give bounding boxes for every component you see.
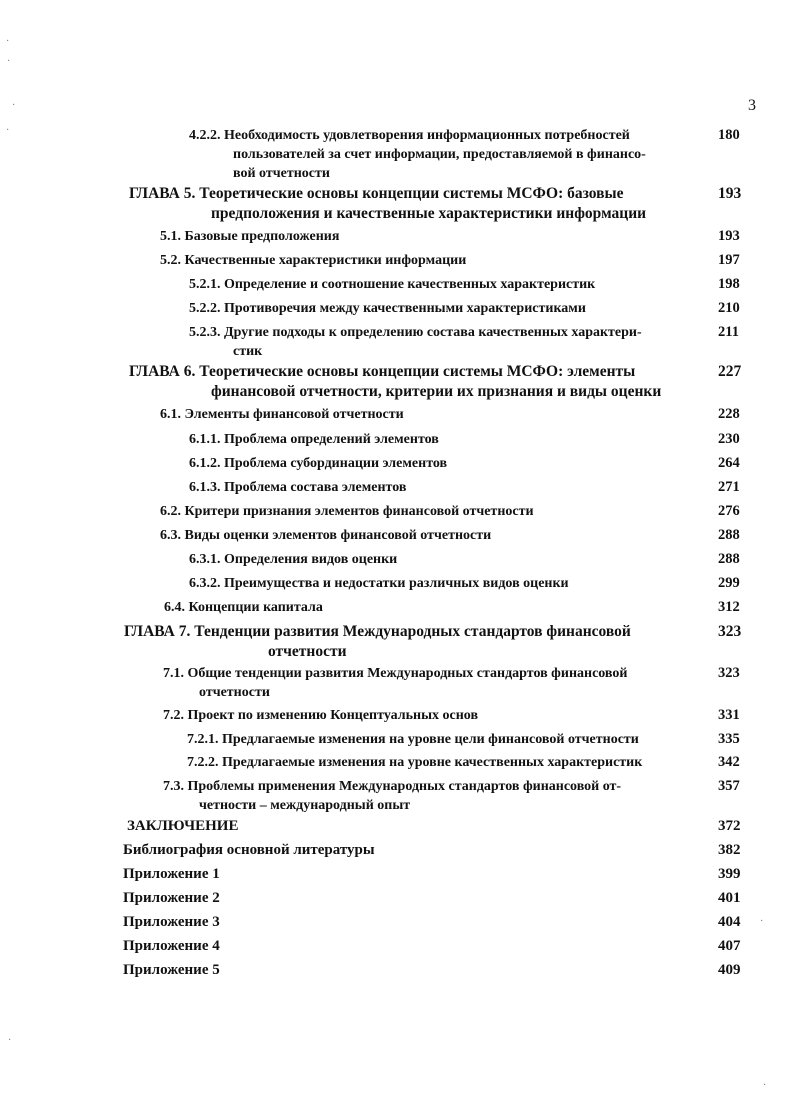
toc-conclusion[interactable] — [127, 817, 750, 836]
toc-appendix-3[interactable] — [123, 913, 750, 932]
toc-entry-5-2-1[interactable] — [189, 275, 749, 294]
toc-entry-6-3[interactable] — [160, 526, 750, 545]
entry-title: Библиография основной литературы — [123, 842, 375, 858]
entry-page: 382 — [718, 842, 741, 858]
entry-page: 335 — [718, 731, 740, 747]
entry-page: 193 — [718, 228, 740, 244]
entry-title: ЗАКЛЮЧЕНИЕ — [127, 818, 239, 834]
toc-entry-6-3-2[interactable] — [189, 574, 749, 593]
entry-title-cont: предположения и качественные характеристики информации — [211, 205, 647, 222]
toc-bibliography[interactable] — [123, 841, 750, 860]
entry-page: 227 — [718, 363, 742, 380]
entry-page: 399 — [718, 866, 741, 882]
entry-page: 299 — [718, 575, 740, 591]
toc-chapter-6[interactable] — [129, 362, 749, 402]
entry-page: 342 — [718, 754, 740, 770]
entry-title: ГЛАВА 7. Тенденции развития Международных стандартов финансовой — [124, 623, 631, 640]
entry-title: 6.2. Критери признания элементов финансовой отчетности — [160, 504, 534, 519]
entry-title: Приложение 1 — [123, 866, 220, 882]
entry-title: ГЛАВА 5. Теоретические основы концепции системы МСФО: базовые — [129, 185, 624, 202]
toc-entry-5-2-3[interactable] — [189, 323, 749, 361]
entry-title: 6.1. Элементы финансовой отчетности — [160, 407, 404, 422]
scan-speck: · — [8, 1035, 12, 1046]
entry-page: 331 — [718, 707, 740, 723]
entry-page: 404 — [718, 914, 741, 930]
entry-page: 401 — [718, 890, 741, 906]
entry-title-cont: отчетности — [199, 685, 270, 700]
entry-title: 6.1.2. Проблема субординации элементов — [189, 456, 448, 471]
toc-entry-7-2-1[interactable] — [187, 730, 750, 749]
entry-title-cont: четности – международный опыт — [199, 798, 411, 813]
toc-appendix-1[interactable] — [123, 865, 750, 884]
entry-page: 210 — [718, 300, 740, 316]
scan-speck: · — [6, 125, 10, 136]
entry-page: 372 — [718, 818, 741, 834]
entry-title: 7.2.1. Предлагаемые изменения на уровне цели финансовой отчетности — [187, 732, 639, 747]
scan-speck: · — [7, 56, 11, 67]
entry-title: 6.3. Виды оценки элементов финансовой отчетности — [160, 528, 492, 543]
entry-title-cont: стик — [233, 344, 263, 359]
toc-entry-5-2-2[interactable] — [189, 299, 749, 318]
scan-speck: · — [760, 916, 764, 927]
entry-title: Приложение 3 — [123, 914, 220, 930]
entry-title: 7.3. Проблемы применения Международных стандартов финансовой от- — [163, 779, 622, 794]
toc-entry-6-4[interactable] — [164, 598, 750, 617]
entry-title-cont: пользователей за счет информации, предоставляемой в финансо- — [233, 147, 646, 162]
entry-title: 5.2. Качественные характеристики информации — [160, 253, 467, 268]
entry-title: 5.2.3. Другие подходы к определению состава качественных характери- — [189, 325, 642, 340]
entry-title: 4.2.2. Необходимость удовлетворения информационных потребностей — [189, 128, 630, 143]
entry-title: Приложение 2 — [123, 890, 220, 906]
entry-page: 271 — [718, 479, 740, 495]
toc-entry-6-1-1[interactable] — [189, 430, 749, 449]
entry-title: 6.3.1. Определения видов оценки — [189, 552, 398, 567]
scan-speck: · — [6, 36, 10, 47]
toc-entry-7-3[interactable] — [163, 777, 750, 815]
entry-page: 228 — [718, 406, 740, 422]
toc-entry-6-2[interactable] — [160, 502, 750, 521]
toc-appendix-5[interactable] — [123, 961, 750, 980]
toc-entry-7-1[interactable] — [163, 664, 750, 702]
entry-page: 357 — [718, 778, 740, 794]
entry-title-cont: финансовой отчетности, критерии их признания и виды оценки — [211, 383, 662, 400]
entry-page: 312 — [718, 599, 740, 615]
entry-page: 409 — [718, 962, 741, 978]
entry-page: 288 — [718, 527, 740, 543]
entry-page: 197 — [718, 252, 740, 268]
toc-entry-6-1-2[interactable] — [189, 454, 749, 473]
entry-title: 6.4. Концепции капитала — [164, 600, 323, 615]
entry-page: 323 — [718, 665, 740, 681]
entry-page: 264 — [718, 455, 740, 471]
entry-title: 7.2.2. Предлагаемые изменения на уровне качественных характеристик — [187, 755, 643, 770]
entry-page: 198 — [718, 276, 740, 292]
entry-page: 288 — [718, 551, 740, 567]
entry-page: 230 — [718, 431, 740, 447]
toc-entry-5-1[interactable] — [160, 227, 750, 246]
entry-page: 211 — [718, 324, 739, 340]
entry-title-cont: вой отчетности — [233, 166, 330, 181]
entry-title: 7.1. Общие тенденции развития Международных стандартов финансовой — [163, 666, 628, 681]
toc-entry-4-2-2[interactable] — [189, 126, 740, 183]
entry-title: ГЛАВА 6. Теоретические основы концепции системы МСФО: элементы — [129, 363, 636, 380]
toc-entry-7-2-2[interactable] — [187, 753, 750, 772]
toc-chapter-7[interactable] — [124, 622, 750, 662]
page-number: 3 — [748, 97, 756, 114]
toc-entry-7-2[interactable] — [163, 706, 750, 725]
entry-title: 5.2.1. Определение и соотношение качественных характеристик — [189, 277, 596, 292]
toc-appendix-4[interactable] — [123, 937, 750, 956]
entry-title: Приложение 4 — [123, 938, 220, 954]
entry-title: 6.3.2. Преимущества и недостатки различных видов оценки — [189, 576, 569, 591]
toc-appendix-2[interactable] — [123, 889, 750, 908]
entry-page: 276 — [718, 503, 740, 519]
entry-title: 5.2.2. Противоречия между качественными характеристиками — [189, 301, 586, 316]
toc-entry-6-3-1[interactable] — [189, 550, 749, 569]
toc-entry-6-1-3[interactable] — [189, 478, 749, 497]
entry-page: 323 — [718, 623, 742, 640]
entry-page: 193 — [718, 185, 742, 202]
scan-speck: · — [763, 1080, 767, 1091]
entry-page: 407 — [718, 938, 741, 954]
toc-entry-5-2[interactable] — [160, 251, 750, 270]
entry-title: 7.2. Проект по изменению Концептуальных основ — [163, 708, 478, 723]
entry-title: 5.1. Базовые предположения — [160, 229, 340, 244]
entry-title-cont: отчетности — [268, 643, 347, 660]
entry-title: Приложение 5 — [123, 962, 220, 978]
toc-chapter-5[interactable] — [129, 184, 749, 224]
entry-title: 6.1.1. Проблема определений элементов — [189, 432, 439, 447]
entry-title: 6.1.3. Проблема состава элементов — [189, 480, 407, 495]
toc-entry-6-1[interactable] — [160, 405, 750, 424]
entry-page: 180 — [718, 127, 740, 143]
scan-speck: · — [12, 100, 16, 111]
